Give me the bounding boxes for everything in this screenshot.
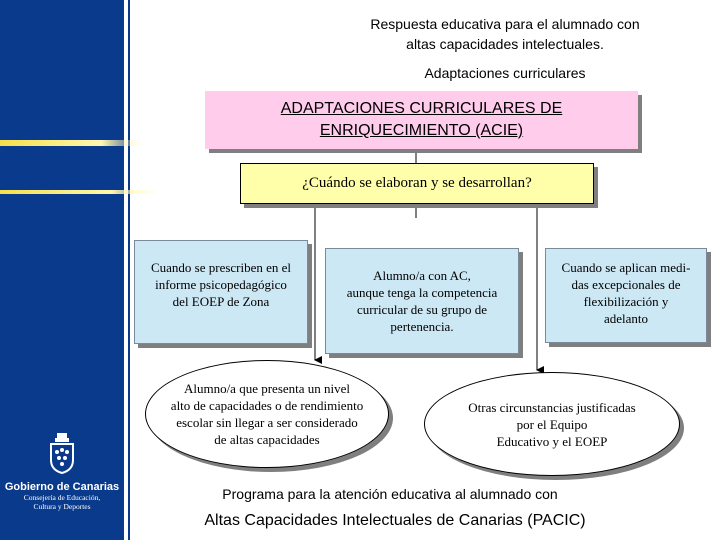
header-subtitle: Adaptaciones curriculares: [424, 65, 586, 81]
box-line: aunque tenga la competencia: [346, 285, 498, 300]
box-line: Cuando se aplican medi-: [561, 260, 691, 275]
ellipse-line: escolar sin llegar a ser considerado: [176, 415, 358, 430]
ellipse-line: de altas capacidades: [214, 432, 320, 447]
footer-line2: Altas Capacidades Intelectuales de Canarias (PACIC): [204, 512, 586, 529]
ellipse-line: por el Equipo: [516, 416, 588, 432]
main-title-line2: ENRIQUECIMIENTO (ACIE): [319, 122, 524, 139]
main-title-line1: ADAPTACIONES CURRICULARES DE: [280, 100, 563, 117]
footer-line1: Programa para la atención educativa al alumnado con: [222, 486, 558, 502]
ellipse-line: Otras circunstancias justificadas: [468, 399, 636, 415]
box-line: informe psicopedagógico: [155, 277, 287, 292]
header-title-line2: altas capacidades intelectuales.: [406, 36, 604, 52]
logo-subtitle: Consejería de Educación,: [23, 493, 101, 502]
main-title-box: [205, 91, 638, 149]
box-line: adelanto: [603, 311, 649, 326]
box-line: pertenencia.: [390, 319, 454, 334]
box-line: curricular de su grupo de: [357, 302, 487, 317]
ellipse-left: [145, 360, 389, 468]
ellipse-right: [424, 372, 680, 476]
logo-title: Gobierno de Canarias: [4, 481, 120, 493]
box-line: Alumno/a con AC,: [373, 268, 471, 283]
question-text: ¿Cuándo se elaboran y se desarrollan?: [302, 175, 532, 191]
ellipse-line: Alumno/a que presenta un nivel: [183, 381, 351, 396]
header-title-line1: Respuesta educativa para el alumnado con: [370, 16, 640, 32]
ellipse-line: alto de capacidades o de rendimiento: [170, 398, 364, 413]
info-box-middle: [325, 248, 519, 354]
info-box-right: [545, 248, 707, 343]
box-line: Cuando se prescriben en el: [150, 260, 292, 275]
question-box: [240, 163, 594, 204]
info-box-left: [134, 240, 308, 344]
box-line: flexibilización y: [583, 294, 669, 309]
logo-subtitle: Cultura y Deportes: [33, 502, 91, 511]
box-line: del EOEP de Zona: [172, 294, 270, 309]
ellipse-line: Educativo y el EOEP: [496, 433, 608, 449]
box-line: das excepcionales de: [571, 277, 681, 292]
